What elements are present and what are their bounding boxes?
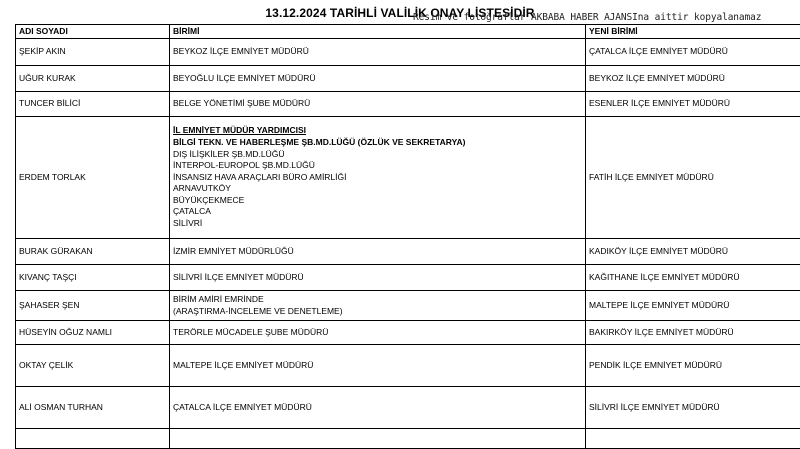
unit-line: İNTERPOL-EUROPOL ŞB.MD.LÜĞÜ: [173, 160, 582, 172]
cell-name: UĞUR KURAK: [16, 66, 170, 92]
unit-line: İL EMNİYET MÜDÜR YARDIMCISI: [173, 125, 582, 137]
table-row: [16, 345, 800, 387]
cell-new-unit: KAĞITHANE İLÇE EMNİYET MÜDÜRÜ: [586, 265, 800, 291]
cell-new-unit: ESENLER İLÇE EMNİYET MÜDÜRÜ: [586, 92, 800, 117]
cell-name: ŞAHASER ŞEN: [16, 291, 170, 321]
table-header-row: [16, 25, 800, 39]
cell-name: OKTAY ÇELİK: [16, 345, 170, 387]
unit-line: (ARAŞTIRMA-İNCELEME VE DENETLEME): [173, 306, 582, 318]
cell-unit: ÇATALCA İLÇE EMNİYET MÜDÜRÜ: [170, 387, 586, 429]
cell-unit-multiline: [170, 117, 586, 239]
cell-new-unit: ÇATALCA İLÇE EMNİYET MÜDÜRÜ: [586, 39, 800, 66]
cell-name: BURAK GÜRAKAN: [16, 239, 170, 265]
cell-new-unit: KADIKÖY İLÇE EMNİYET MÜDÜRÜ: [586, 239, 800, 265]
table-row: [16, 39, 800, 66]
table-row: [16, 239, 800, 265]
cell-unit: BEYKOZ İLÇE EMNİYET MÜDÜRÜ: [170, 39, 586, 66]
table-row: [16, 92, 800, 117]
cell-name: HÜSEYİN OĞUZ NAMLI: [16, 321, 170, 345]
document-title: 13.12.2024 TARİHLİ VALİLİK ONAY LİSTESİDİR: [0, 6, 800, 20]
unit-line: DIŞ İLİŞKİLER ŞB.MD.LÜĞÜ: [173, 149, 582, 161]
cell-unit: BELGE YÖNETİMİ ŞUBE MÜDÜRÜ: [170, 92, 586, 117]
table-row: [16, 265, 800, 291]
cell-name: TUNCER BİLİCİ: [16, 92, 170, 117]
cell-unit: BEYOĞLU İLÇE EMNİYET MÜDÜRÜ: [170, 66, 586, 92]
table-row: [16, 117, 800, 239]
unit-line: ARNAVUTKÖY: [173, 183, 582, 195]
cell-unit-multiline: [170, 291, 586, 321]
cell-unit: İZMİR EMNİYET MÜDÜRLÜĞÜ: [170, 239, 586, 265]
cell-new-unit: FATİH İLÇE EMNİYET MÜDÜRÜ: [586, 117, 800, 239]
cell-new-unit: BEYKOZ İLÇE EMNİYET MÜDÜRÜ: [586, 66, 800, 92]
table-row: [16, 291, 800, 321]
cell-new-unit: PENDİK İLÇE EMNİYET MÜDÜRÜ: [586, 345, 800, 387]
unit-line: İNSANSIZ HAVA ARAÇLARI BÜRO AMİRLİĞİ: [173, 172, 582, 184]
assignment-table: [15, 24, 800, 449]
cell-new-unit: MALTEPE İLÇE EMNİYET MÜDÜRÜ: [586, 291, 800, 321]
cell-name: ŞEKİP AKIN: [16, 39, 170, 66]
header-name: ADI SOYADI: [16, 25, 170, 39]
cell-new-unit: BAKIRKÖY İLÇE EMNİYET MÜDÜRÜ: [586, 321, 800, 345]
table-row: [16, 66, 800, 92]
unit-line: BİRİM AMİRİ EMRİNDE: [173, 294, 582, 306]
cell-name: ERDEM TORLAK: [16, 117, 170, 239]
cell-unit: MALTEPE İLÇE EMNİYET MÜDÜRÜ: [170, 345, 586, 387]
cell-unit: SİLİVRİ İLÇE EMNİYET MÜDÜRÜ: [170, 265, 586, 291]
cell-new-unit: SİLİVRİ İLÇE EMNİYET MÜDÜRÜ: [586, 387, 800, 429]
unit-line: BİLGİ TEKN. VE HABERLEŞME ŞB.MD.LÜĞÜ (ÖZLÜK VE SEKRETARYA): [173, 137, 582, 149]
unit-line: SİLİVRİ: [173, 218, 582, 230]
header-unit: BİRİMİ: [170, 25, 586, 39]
cell-name: ALİ OSMAN TURHAN: [16, 387, 170, 429]
unit-line: ÇATALCA: [173, 206, 582, 218]
cell-name: KIVANÇ TAŞÇI: [16, 265, 170, 291]
table-row-empty: [16, 429, 800, 449]
header-new-unit: YENİ BİRİMİ: [586, 25, 800, 39]
unit-line: BÜYÜKÇEKMECE: [173, 195, 582, 207]
table-row: [16, 321, 800, 345]
table-row: [16, 387, 800, 429]
watermark-text: Resim ve fotoğraflar AKBABA HABER AJANSIna aittir kopyalanamaz: [413, 12, 761, 23]
cell-unit: TERÖRLE MÜCADELE ŞUBE MÜDÜRÜ: [170, 321, 586, 345]
